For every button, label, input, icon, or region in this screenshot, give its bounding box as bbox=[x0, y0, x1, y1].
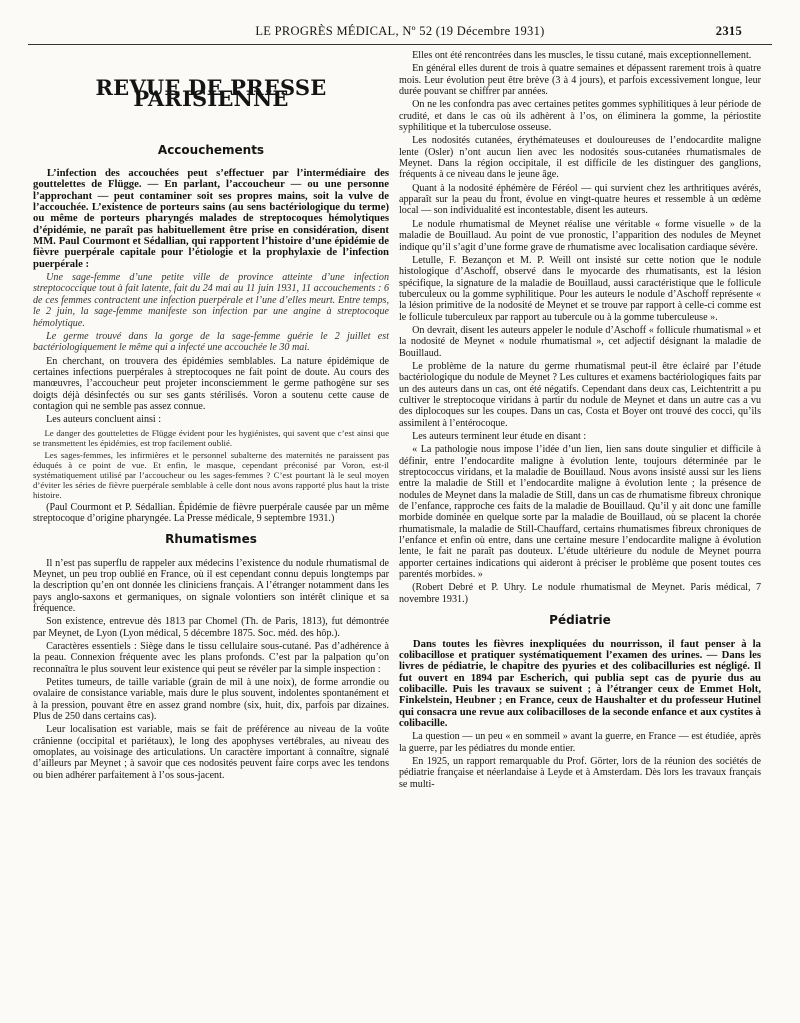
quote-paragraph: « La pathologie nous impose l’idée d’un lien, lien sans doute singulier et difficile à définir, entre l’endocardite maligne à évolution lente, toujours déterminée par le streptococcus viridans, et la maladie de Bouillaud. Nous avons insisté aussi sur les liens entre la maladie de Still et l’endocardite maligne à évolution lente ; la présence de nodules de Meynet dans la maladie de Still, dans un cas de rhumatisme fibreux chronique de l’enfance, rapproche ces faits de la maladie de Bouillaud. Qu’il y ait donc une famille morbide dominée en quelque sorte par la maladie de Bouillaud, où se placent la chorée rhumatismale, la maladie de Still-Chauffard, certains rhumatismes fibreux chroniques de l’enfance et enfin où entre, dans une certaine mesure l’endocardite maligne à évolution lente, le fait ne paraît pas douteux. L’étude ultérieure du nodule de Meynet pourra apporter certaines indications qui aideront à préciser le problème que posent toutes ces parentés morbides. » bbox=[399, 444, 761, 581]
paragraph: Elles ont été rencontrées dans les muscles, le tissu cutané, mais exceptionnellement. bbox=[412, 50, 752, 61]
paragraph: En cherchant, on trouvera des épidémies semblables. La nature épidémique de certaines infections puerpérales à streptocoques ne fait point de doute. Au cours des manœuvres, l’accoucheur peut projeter inconsciemment le germe pathogène sur ses doigts déjà désinfectés ou sur ses gants stérilisés. Voron a soutenu cette cause de contagion qui ne semble pas assez connue. bbox=[33, 355, 389, 412]
paragraph: En général elles durent de trois à quatre semaines et dépassent rarement trois à quatre mois. Leur évolution peut être brève (3 à 4 jours), et parfois excessivement longue, leur durée pouvant se chiffrer par années. bbox=[399, 63, 761, 98]
conclusion-paragraph: Le danger des gouttelettes de Flügge évident pour les hygiénistes, qui savent que c’est ainsi que se transmettent les épidémies, est trop facilement oublié. bbox=[33, 427, 389, 448]
page-title: REVUE DE PRESSE PARISIENNE bbox=[95, 75, 327, 112]
quote-paragraph: Le germe trouvé dans la gorge de la sage-femme guérie le 2 juillet est bactériologiquement le même qui a infecté une accouchée le 30 mai. bbox=[33, 330, 389, 354]
paragraph: Les nodosités cutanées, érythémateuses et douloureuses de l’endocardite maligne lente (Osler) n’ont aucun lien avec les nodosités sous-cutanées rhumatismales de Meynet. Dans la région occipitale, il est difficile de les distinguer des ganglions, fréquents à ce niveau dans le jeune âge. bbox=[399, 135, 761, 181]
paragraph: L’infection des accouchées peut s’effectuer par l’intermédiaire des gouttelettes de Flügge. — En parlant, l’accoucheur — ou une personne l’approchant — peut contaminer soit ses propres mains, soit la vulve de l’accouchée. L’existence de porteurs sains (au sens bactériologique du terme) ou même de porteurs pharyngés malades de streptocoques hémolytiques d’épidémie, ne paraît pas habituellement être prise en considération, disent MM. Paul Courmont et Sédallian, qui rapportent l’histoire d’une épidémie de fièvre puerpérale capitale pour l’étiologie et la prophylaxie de l’infection puerpérale : bbox=[33, 167, 389, 270]
section-heading-pediatrie: Pédiatrie bbox=[549, 613, 611, 628]
paragraph: Il n’est pas superflu de rappeler aux médecins l’existence du nodule rhumatismal de Meynet, un peu trop oublié en France, où il est cependant connu depuis longtemps par la description qu’en ont donnée les cliniciens français. A l’étranger notamment dans les pays anglo-saxons et germaniques, on signale volontiers son intérêt clinique et sa fréquence. bbox=[33, 557, 389, 614]
paragraph: Quant à la nodosité éphémère de Féréol — qui survient chez les arthritiques avérés, apparaît sur la peau du front, évolue en vingt-quatre heures et ressemble à un œdème local — son individualité est incontestable, disent les auteurs. bbox=[399, 182, 761, 217]
section-heading-rhumatismes: Rhumatismes bbox=[165, 532, 257, 547]
left-column bbox=[33, 50, 389, 783]
header-rule bbox=[28, 44, 772, 45]
running-header bbox=[30, 24, 770, 42]
reference: (Paul Courmont et P. Sédallian. Épidémie de fièvre puerpérale causée par un même streptocoque d’origine pharyngée. La Presse médicale, 9 septembre 1931.) bbox=[33, 501, 389, 524]
right-column bbox=[399, 50, 761, 792]
paragraph: Les auteurs concluent ainsi : bbox=[46, 414, 162, 426]
paragraph: Le nodule rhumatismal de Meynet réalise une véritable « forme visuelle » de la maladie de Bouillaud. Au point de vue pronostic, l’apparition des nodules de Meynet indique qu’il s’agit d’une forme grave de rhumatisme avec localisation cardiaque sévère. bbox=[399, 218, 761, 253]
paragraph: En 1925, un rapport remarquable du Prof. Görter, lors de la réunion des sociétés de pédiatrie française et néerlandaise à Leyde et à Amsterdam. Dès lors les travaux français se multi- bbox=[399, 755, 761, 790]
paragraph: La question — un peu « en sommeil » avant la guerre, en France — est étudiée, après la guerre, par les pédiatres du monde entier. bbox=[399, 731, 761, 754]
paragraph: Petites tumeurs, de taille variable (grain de mil à une noix), de forme arrondie ou ovalaire de consistance variable, mais dure le plus souvent, indolentes spontanément et à la pression, pouvant être en assez grand nombre (six, huit, dix, parfois par dizaines. Plus de 250 dans certains cas). bbox=[33, 677, 389, 723]
reference: (Robert Debré et P. Uhry. Le nodule rhumatismal de Meynet. Paris médical, 7 novembre 1931.) bbox=[399, 582, 761, 605]
paragraph: Letulle, F. Bezançon et M. P. Weill ont insisté sur cette notion que le nodule histologique d’Aschoff, observé dans le myocarde des rhumatisants, est la lésion spécifique, la signature de la maladie de Bouillaud, aussi caractéristique que le follicule tuberculeux ou la gomme syphilitique. Pour les auteurs le nodule d’Aschoff représente « la lésion primitive de la nodosité de Meynet et se trouve par rapport à celle-ci comme est le follicule tuberculeux par rapport au tubercule ou à la gomme tuberculeuse ». bbox=[399, 254, 761, 323]
paragraph: Dans toutes les fièvres inexpliquées du nourrisson, il faut penser à la colibacillose et pratiquer systématiquement l’examen des urines. — Dans les livres de pédiatrie, le chapitre des pyuries et des colibacilluries est négligé. Il fut ouvert en 1894 par Escherich, qui publia sept cas de pyurie dus au colibacille. Puis les travaux se suivent ; à l’étranger ceux de Emmet Holt, Finkelstein, Heubner ; en France, ceux de Haushalter et du professeur Hutinel qui consacra une revue aux colibacilloses de la seconde enfance et aux cystites à colibacille. bbox=[399, 637, 761, 729]
quote-paragraph: Une sage-femme d’une petite ville de province atteinte d’une infection streptococcique tout à fait latente, fait du 24 mai au 11 juin 1931, 11 accouchements : 6 de ces femmes contractent une infection puerpérale et l’une d’elles meurt. Entre temps, le 2 juin, la sage-femme manifeste son infection par une angine à streptocoque hémolytique. bbox=[33, 272, 389, 329]
paragraph: Son existence, entrevue dès 1813 par Chomel (Th. de Paris, 1813), fut démontrée par Meynet, de Lyon (Lyon médical, 5 décembre 1875. Soc. méd. des hôp.). bbox=[33, 616, 389, 639]
paragraph: Leur localisation est variable, mais se fait de préférence au niveau de la voûte crânienne (occipital et pariétaux), le long des apophyses vertébrales, au niveau des omoplates, au voisinage des articulations. Un caractère important à connaître, signalé d’ailleurs par Meynet ; à savoir que ces nodosités peuvent faire corps avec les tendons ou bien adhérer parfaitement à l’os sous-jacent. bbox=[33, 724, 389, 781]
running-title: LE PROGRÈS MÉDICAL, Nº 52 (19 Décembre 1931) bbox=[255, 24, 545, 38]
paragraph: On devrait, disent les auteurs appeler le nodule d’Aschoff « follicule rhumatismal » et la nodosité de Meynet « nodule rhumatismal », cet adjectif désignant la maladie de Bouillaud. bbox=[399, 324, 761, 359]
paragraph: On ne les confondra pas avec certaines petites gommes syphilitiques à leur période de crudité, et dans le cas où ils adhèrent à l’os, on éliminera la gomme, la périostite syphilitique et la tuberculose osseuse. bbox=[399, 99, 761, 134]
paragraph: Le problème de la nature du germe rhumatismal peut-il être éclairé par l’étude bactériologique du nodule de Meynet ? Les cultures et examens bactériologiques faits par un des auteurs dans un cas, ont été négatifs. Cependant dans deux cas, Leichtentritt a pu cultiver le streptocoque viridans à partir du nodule de Meynet et dans un autre cas a vu des diplocoques sur les coupes. Dans un cas, Costa et Boyer ont trouvé des cocci, qu’ils assimilent à l’entérocoque. bbox=[399, 360, 761, 429]
page-number: 2315 bbox=[715, 24, 742, 38]
paragraph: Les auteurs terminent leur étude en disant : bbox=[412, 431, 587, 442]
section-heading-accouchements: Accouchements bbox=[157, 142, 265, 157]
conclusion-paragraph: Les sages-femmes, les infirmières et le personnel subalterne des maternités ne paraissent pas éduqués à ce point de vue. Et enfin, le masque, cependant préconisé par Voron, est-il systématiquement utilisé par l’accoucheur ou les sages-femmes ? C’est pourtant là le seul moyen d’éviter les séries de fièvre puerpérale semblable à celle dont nous avons rapporté plus haut la triste histoire. bbox=[33, 449, 389, 500]
paragraph: Caractères essentiels : Siège dans le tissu cellulaire sous-cutané. Pas d’adhérence à la peau. Connexion fréquente avec les plans profonds. C’est par la palpation qu’on reconnaîtra le plus souvent leur existence qui peut se révéler par la simple inspection : bbox=[33, 641, 389, 675]
